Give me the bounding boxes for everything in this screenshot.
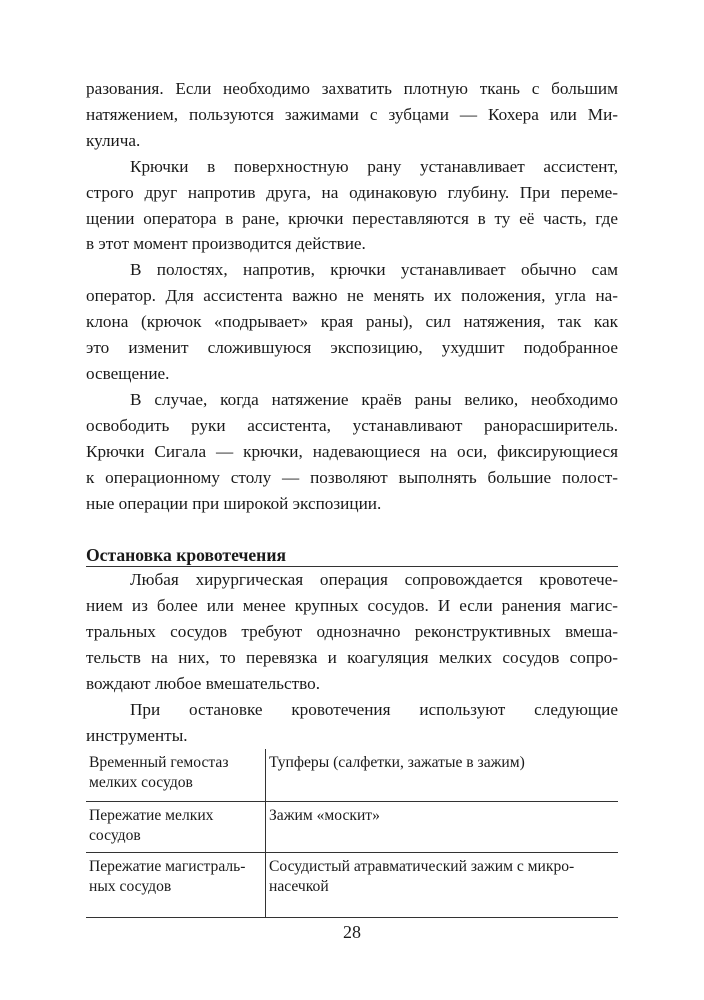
text-line: освободить руки ассистента, устанавливают ранорасширитель. — [86, 415, 618, 435]
cell-line: Тупферы (салфетки, зажатые в зажим) — [269, 753, 525, 771]
paragraph-1 — [86, 76, 618, 154]
text-line: инструменты. — [86, 725, 188, 745]
table-row — [86, 852, 618, 917]
section-heading: Остановка кровотечения — [86, 544, 618, 567]
paragraph-2 — [86, 154, 618, 258]
page-number: 28 — [343, 922, 361, 942]
table-cell-instrument — [266, 852, 619, 917]
table-row — [86, 801, 618, 852]
text-line: В случае, когда натяжение краёв раны велико, необходимо — [130, 389, 618, 409]
text-line: Крючки в поверхностную рану устанавливает ассистент, — [130, 156, 618, 176]
section-paragraph-2 — [86, 697, 618, 749]
text-line: Крючки Сигала — крючки, надевающиеся на оси, фиксирующиеся — [86, 441, 618, 461]
page-content — [86, 76, 618, 918]
text-line: тральных сосудов требуют однозначно реконструктивных вмеша- — [86, 622, 618, 642]
paragraph-3 — [86, 257, 618, 387]
text-line: кулича. — [86, 130, 141, 150]
text-line: освещение. — [86, 363, 170, 383]
cell-line: Пережатие магистраль- — [89, 857, 246, 875]
cell-line: ных сосудов — [89, 877, 172, 895]
cell-line: Пережатие мелких — [89, 806, 214, 824]
table-row — [86, 749, 618, 802]
cell-line: Сосудистый атравматический зажим с микро- — [269, 857, 575, 875]
text-line: тельств на них, то перевязка и коагуляция мелких сосудов сопро- — [86, 648, 618, 668]
cell-line: Зажим «москит» — [269, 806, 380, 824]
paragraph-4 — [86, 387, 618, 517]
text-line: в этот момент производится действие. — [86, 234, 366, 254]
cell-line: насечкой — [269, 877, 329, 895]
text-line: разования. Если необходимо захватить плотную ткань с большим — [86, 79, 618, 98]
text-line: ные операции при широкой экспозиции. — [86, 493, 382, 513]
text-line: натяжением, пользуются зажимами с зубцами — Кохера или Ми- — [86, 104, 618, 124]
section-paragraph-1 — [86, 567, 618, 697]
cell-line: сосудов — [89, 826, 141, 844]
text-line: клона (крючок «подрывает» края раны), сил натяжения, так как — [86, 312, 618, 332]
text-line: щении оператора в ране, крючки переставляются в ту её часть, где — [86, 208, 618, 228]
table-cell-instrument — [266, 749, 619, 802]
table-cell-purpose — [86, 801, 266, 852]
text-line: нием из более или менее крупных сосудов. И если ранения магис- — [86, 596, 618, 616]
text-line: оператор. Для ассистента важно не менять их положения, угла на- — [86, 286, 618, 306]
table-cell-instrument — [266, 801, 619, 852]
text-line: В полостях, напротив, крючки устанавливает обычно сам — [130, 260, 618, 280]
table-cell-purpose — [86, 749, 266, 802]
cell-line: Временный гемостаз — [89, 753, 229, 771]
text-line: Любая хирургическая операция сопровождается кровотече- — [130, 570, 618, 590]
text-line: При остановке кровотечения используют следующие — [130, 699, 618, 719]
instruments-table — [86, 749, 618, 918]
text-line: к операционному столу — позволяют выполнять большие полост- — [86, 467, 618, 487]
text-line: вождают любое вмешательство. — [86, 674, 321, 694]
text-line: это изменит сложившуюся экспозицию, ухудшит подобранное — [86, 338, 618, 358]
cell-line: мелких сосудов — [89, 773, 193, 791]
table-cell-purpose — [86, 852, 266, 917]
text-line: строго друг напротив друга, на одинаковую глубину. При переме- — [86, 182, 618, 202]
